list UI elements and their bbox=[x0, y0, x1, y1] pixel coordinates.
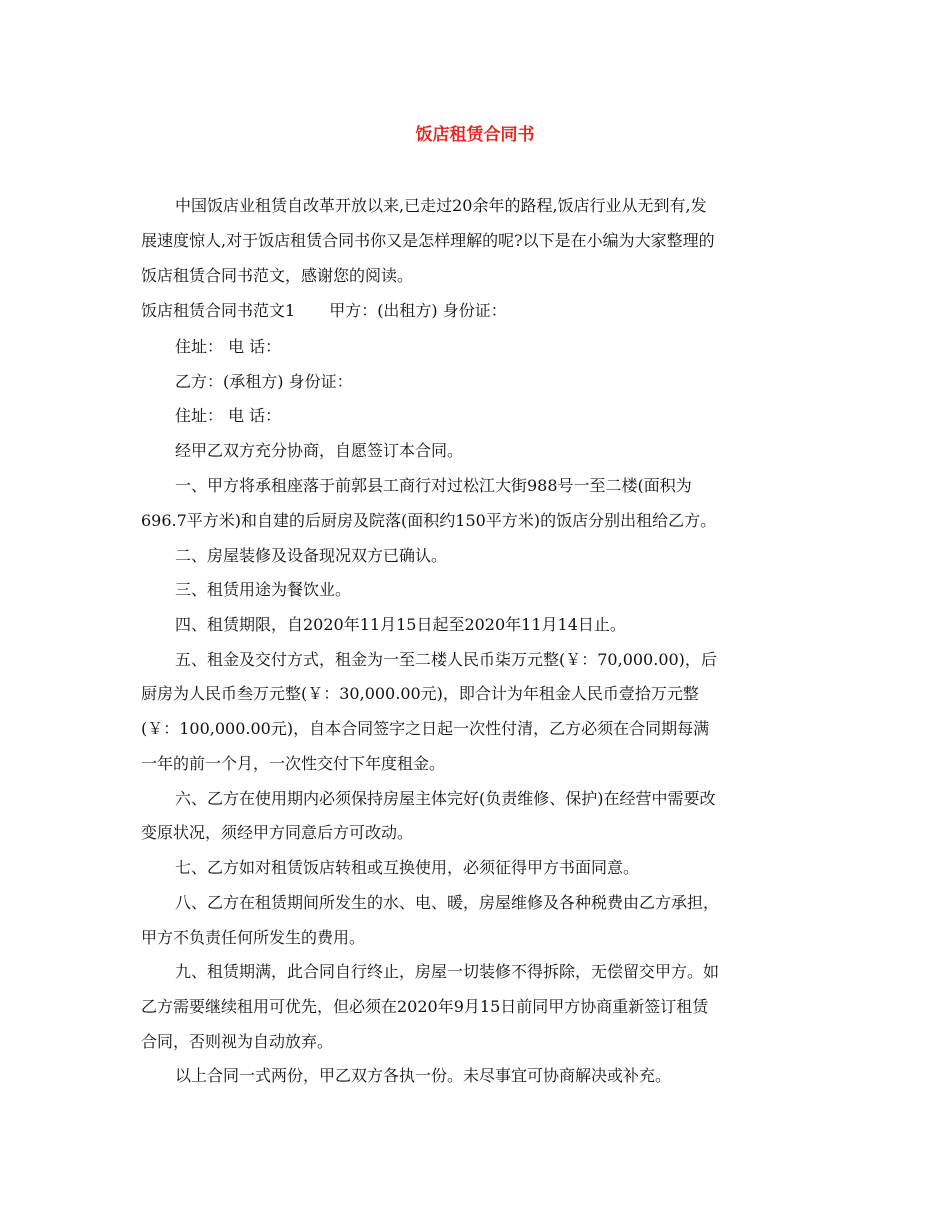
party-b-label: 乙方：(承租方) 身份证： bbox=[175, 372, 353, 391]
document-title: 饭店租赁合同书 bbox=[415, 125, 535, 145]
sample-heading-line bbox=[141, 300, 507, 322]
clause-7: 七、乙方如对租赁饭店转租或互换使用，必须征得甲方书面同意。 bbox=[175, 858, 640, 877]
clause-8-line-1: 八、乙方在租赁期间所发生的水、电、暖，房屋维修及各种税费由乙方承担， bbox=[175, 893, 720, 912]
clause-4: 四、租赁期限，自2020年11月15日起至2020年11月14日止。 bbox=[175, 615, 626, 634]
intro-line-2: 展速度惊人,对于饭店租赁合同书你又是怎样理解的呢?以下是在小编为大家整理的 bbox=[141, 231, 715, 250]
clause-2: 二、房屋装修及设备现况双方已确认。 bbox=[175, 546, 448, 565]
clause-9-line-2: 乙方需要继续租用可优先，但必须在2020年9月15日前同甲方协商重新签订租赁 bbox=[141, 997, 709, 1016]
clause-5-line-1: 五、租金及交付方式，租金为一至二楼人民币柒万元整(￥：70,000.00)，后 bbox=[175, 650, 717, 669]
clause-1-line-2: 696.7平方米)和自建的后厨房及院落(面积约150平方米)的饭店分别出租给乙方。 bbox=[141, 511, 717, 530]
clause-6-line-1: 六、乙方在使用期内必须保持房屋主体完好(负责维修、保护)在经营中需要改 bbox=[175, 789, 716, 808]
party-a-address: 住址： 电 话： bbox=[175, 337, 282, 356]
clause-8-line-2: 甲方不负责任何所发生的费用。 bbox=[141, 928, 366, 947]
clause-9-line-3: 合同，否则视为自动放弃。 bbox=[141, 1032, 334, 1051]
clause-5-line-4: 一年的前一个月，一次性交付下年度租金。 bbox=[141, 754, 446, 773]
clause-5-line-3: (￥：100,000.00元)，自本合同签字之日起一次性付清，乙方必须在合同期每满 bbox=[141, 719, 710, 738]
intro-line-3: 饭店租赁合同书范文，感谢您的阅读。 bbox=[141, 266, 414, 285]
clause-9-line-1: 九、租赁期满，此合同自行终止，房屋一切装修不得拆除，无偿留交甲方。如 bbox=[175, 962, 720, 981]
clause-1-line-1: 一、甲方将承租座落于前郭县工商行对过松江大街988号一至二楼(面积为 bbox=[175, 476, 692, 495]
party-a-label: 甲方：(出租方) 身份证： bbox=[329, 301, 507, 320]
closing-statement: 以上合同一式两份，甲乙双方各执一份。未尽事宜可协商解决或补充。 bbox=[175, 1066, 672, 1085]
intro-line-1: 中国饭店业租赁自改革开放以来,已走过20余年的路程,饭店行业从无到有,发 bbox=[175, 196, 707, 215]
sample-heading: 饭店租赁合同书范文1 bbox=[141, 301, 296, 320]
clause-5-line-2: 厨房为人民币叁万元整(￥：30,000.00元)，即合计为年租金人民币壹拾万元整 bbox=[141, 684, 699, 703]
clause-6-line-2: 变原状况，须经甲方同意后方可改动。 bbox=[141, 823, 414, 842]
agreement-statement: 经甲乙双方充分协商，自愿签订本合同。 bbox=[175, 441, 464, 460]
party-b-address: 住址： 电 话： bbox=[175, 406, 282, 425]
clause-3: 三、租赁用途为餐饮业。 bbox=[175, 580, 352, 599]
